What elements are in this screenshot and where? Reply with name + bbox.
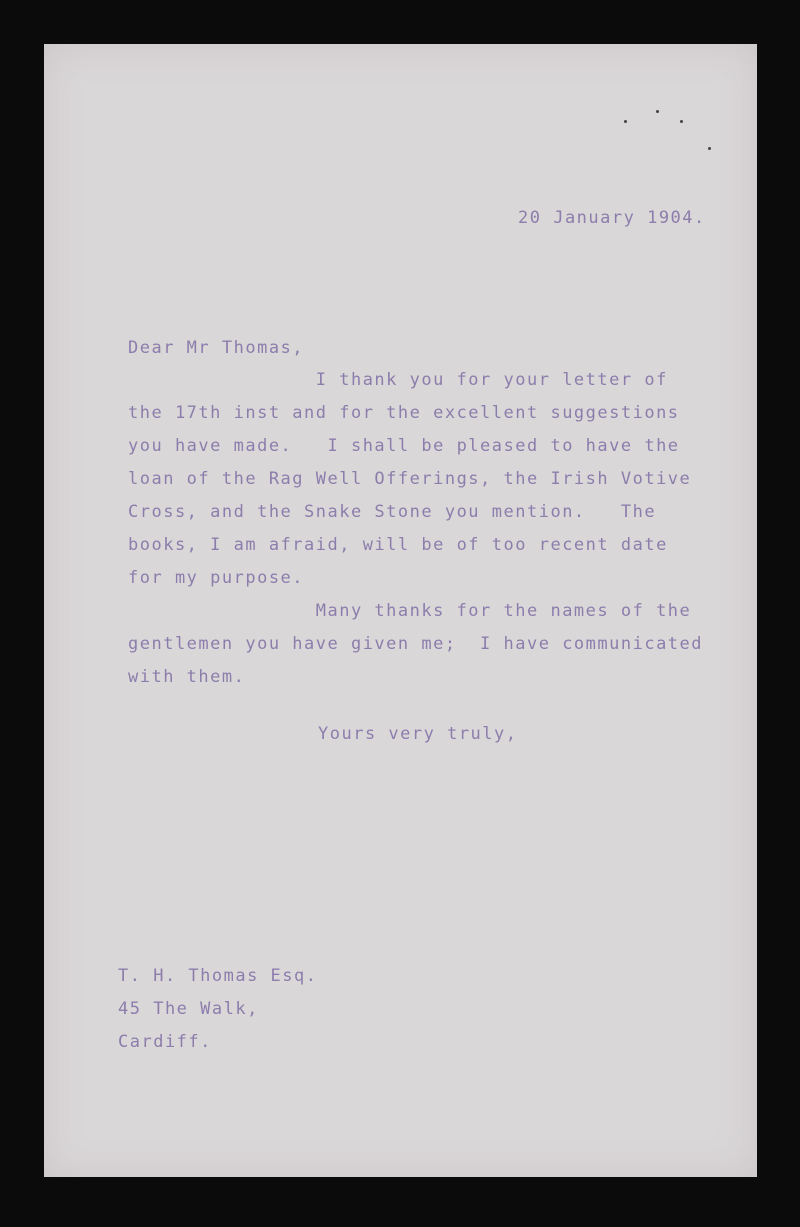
address-line: 45 The Walk,: [118, 999, 259, 1019]
body-line: the 17th inst and for the excellent suggestions: [128, 403, 680, 423]
body-line: you have made. I shall be pleased to have the: [128, 436, 680, 456]
ink-speck: [624, 120, 627, 123]
address-line: T. H. Thomas Esq.: [118, 966, 318, 986]
letter-date: 20 January 1904.: [518, 208, 706, 228]
ink-speck: [680, 120, 683, 123]
recipient-address: [118, 966, 318, 1066]
letter-page: [44, 44, 757, 1177]
body-line: for my purpose.: [128, 568, 305, 588]
letter-body: [128, 370, 704, 687]
letter-closing: Yours very truly,: [318, 724, 518, 744]
body-line: books, I am afraid, will be of too recent date: [128, 535, 668, 555]
body-line: Cross, and the Snake Stone you mention. The: [128, 502, 657, 522]
letter-salutation: Dear Mr Thomas,: [128, 338, 305, 358]
body-line: loan of the Rag Well Offerings, the Irish Votive: [128, 469, 692, 489]
body-line: Many thanks for the names of the: [128, 601, 692, 621]
body-line: gentlemen you have given me; I have communicated: [128, 634, 704, 654]
body-line: with them.: [128, 667, 246, 687]
body-line: I thank you for your letter of: [128, 370, 668, 390]
ink-speck: [708, 147, 711, 150]
address-line: Cardiff.: [118, 1032, 212, 1052]
ink-speck: [656, 110, 659, 113]
